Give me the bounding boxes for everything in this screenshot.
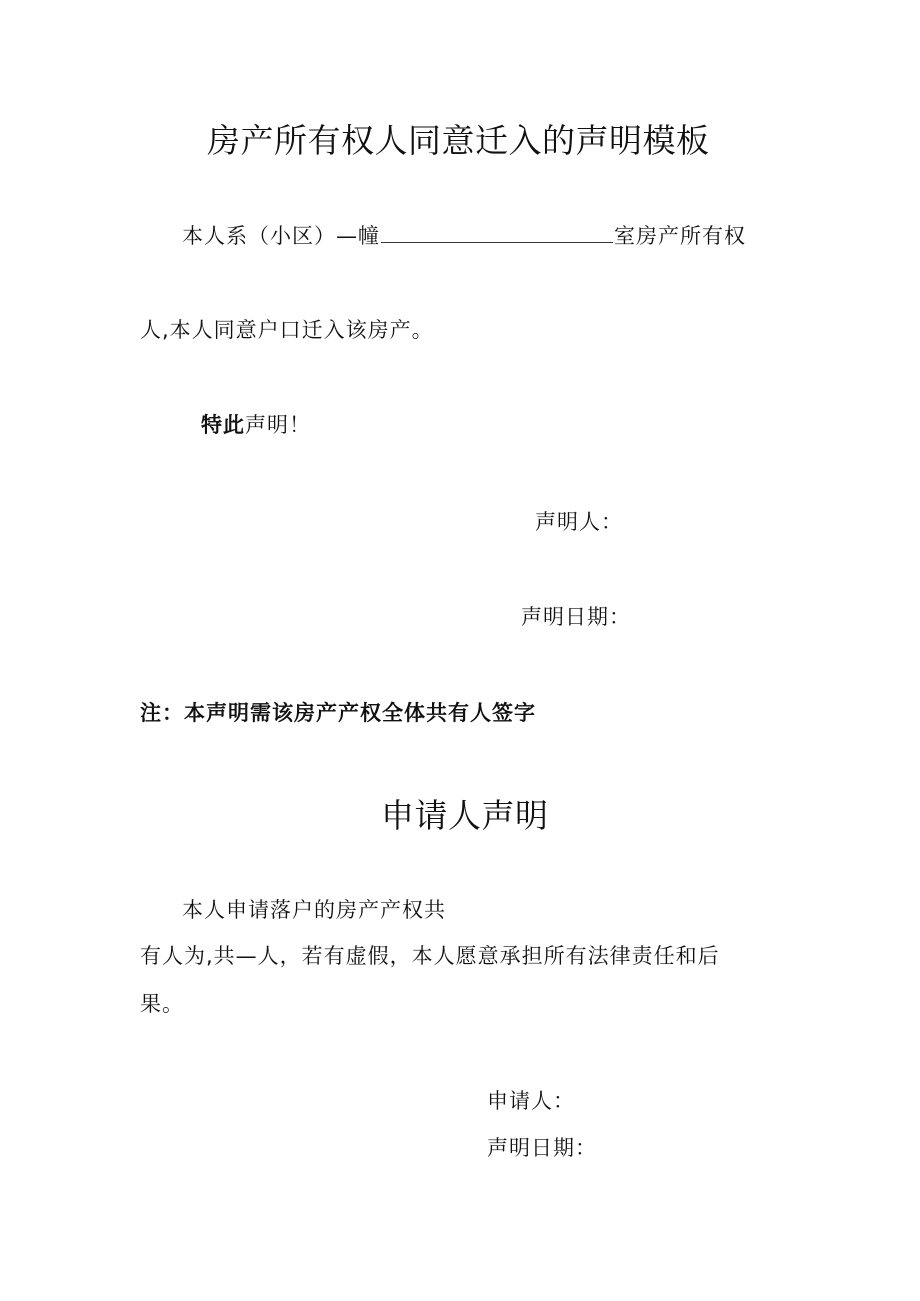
declarant-label: 声明人：: [535, 510, 623, 534]
room-number-blank[interactable]: [381, 224, 613, 243]
document-title: 房产所有权人同意迁入的声明模板: [207, 121, 710, 160]
applicant-line-3: 果。: [140, 992, 184, 1016]
applicant-line-2: 有人为,共—人，若有虚假，本人愿意承担所有法律责任和后: [140, 944, 720, 968]
statement-line-2: 人,本人同意户口迁入该房产。: [140, 318, 434, 342]
applicant-section-title: 申请人声明: [381, 796, 549, 835]
applicant-line-1: 本人申请落户的房产产权共: [182, 898, 446, 922]
applicant-date-label: 声明日期：: [487, 1136, 597, 1160]
signature-note: 注：本声明需该房产产权全体共有人签字: [140, 701, 536, 725]
hereby-bold-text: 特此: [201, 413, 245, 437]
hereby-rest-text: 声明！: [245, 413, 311, 437]
statement-line-1-suffix: 室房产所有权: [614, 224, 746, 248]
applicant-label: 申请人：: [487, 1089, 575, 1113]
statement-line-1: [182, 224, 746, 247]
hereby-declare: [201, 415, 311, 436]
statement-line-1-prefix: 本人系（小区）—幢: [182, 224, 380, 248]
declaration-date-label: 声明日期：: [521, 605, 631, 629]
